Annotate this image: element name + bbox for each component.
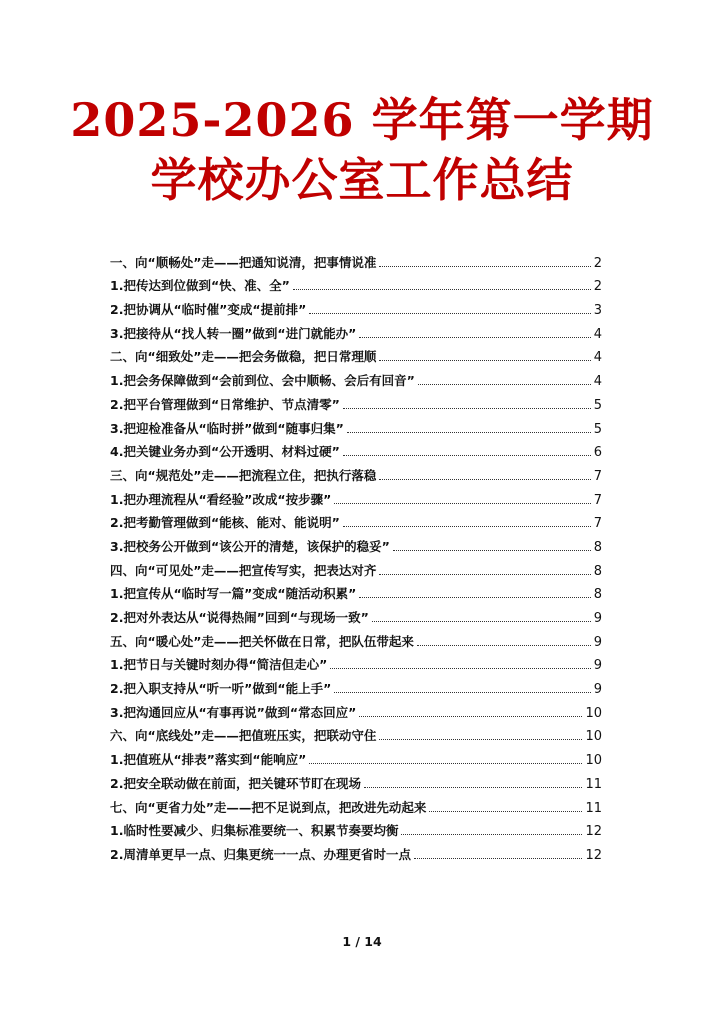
toc-entry-text: 2.把安全联动做在前面，把关键环节盯在现场 <box>110 775 361 791</box>
toc-leader-dots <box>347 432 591 433</box>
toc-entry[interactable] <box>110 342 602 366</box>
toc-leader-dots <box>343 455 591 456</box>
toc-entry[interactable] <box>110 531 602 555</box>
toc-leader-dots <box>379 574 590 575</box>
toc-entry-text: 2.周清单更早一点、归集更统一一点、办理更省时一点 <box>110 846 411 862</box>
toc-entry[interactable] <box>110 271 602 295</box>
title-line-1: 2025-2026 学年第一学期 <box>70 93 654 147</box>
toc-entry-page: 6 <box>593 445 602 461</box>
toc-entry[interactable] <box>110 816 602 840</box>
toc-entry-text: 1.临时性要减少、归集标准要统一、积累节奏要均衡 <box>110 823 399 839</box>
toc-entry[interactable] <box>110 389 602 413</box>
toc-entry-text: 七、向“更省力处”走——把不足说到点，把改进先动起来 <box>110 799 427 815</box>
toc-leader-dots <box>364 787 583 788</box>
toc-entry[interactable] <box>110 792 602 816</box>
toc-entry-page: 4 <box>593 374 602 390</box>
toc-leader-dots <box>379 739 582 740</box>
toc-entry-text: 3.把校务公开做到“该公开的清楚，该保护的稳妥” <box>110 538 390 554</box>
toc-entry[interactable] <box>110 437 602 461</box>
toc-leader-dots <box>293 289 591 290</box>
toc-leader-dots <box>401 834 582 835</box>
toc-entry[interactable] <box>110 721 602 745</box>
toc-leader-dots <box>379 266 590 267</box>
toc-entry[interactable] <box>110 460 602 484</box>
document-title <box>0 90 724 210</box>
toc-leader-dots <box>343 408 591 409</box>
toc-entry-text: 2.把协调从“临时催”变成“提前排” <box>110 302 307 318</box>
toc-entry-page: 9 <box>593 682 602 698</box>
toc-leader-dots <box>334 692 590 693</box>
title-line-2: 学校办公室工作总结 <box>150 153 574 207</box>
toc-leader-dots <box>359 597 590 598</box>
toc-entry[interactable] <box>110 839 602 863</box>
toc-entry[interactable] <box>110 626 602 650</box>
toc-entry-text: 1.把会务保障做到“会前到位、会中顺畅、会后有回音” <box>110 373 415 389</box>
toc-leader-dots <box>379 360 590 361</box>
toc-entry[interactable] <box>110 602 602 626</box>
toc-leader-dots <box>309 313 590 314</box>
toc-entry-text: 1.把值班从“排表”落实到“能响应” <box>110 752 307 768</box>
toc-entry-text: 3.把沟通回应从“有事再说”做到“常态回应” <box>110 704 357 720</box>
toc-entry-text: 二、向“细致处”走——把会务做稳，把日常理顺 <box>110 349 377 365</box>
toc-leader-dots <box>379 479 590 480</box>
toc-entry-page: 2 <box>593 279 602 295</box>
toc-leader-dots <box>429 811 582 812</box>
toc-entry[interactable] <box>110 579 602 603</box>
toc-entry-text: 2.把平台管理做到“日常维护、节点清零” <box>110 396 340 412</box>
toc-entry-page: 3 <box>593 303 602 319</box>
toc-leader-dots <box>343 526 591 527</box>
toc-entry-page: 10 <box>585 729 602 745</box>
toc-entry[interactable] <box>110 555 602 579</box>
toc-entry-text: 四、向“可见处”走——把宣传写实，把表达对齐 <box>110 562 377 578</box>
toc-entry-page: 7 <box>593 468 602 484</box>
toc-entry-page: 4 <box>593 326 602 342</box>
toc-entry-page: 8 <box>593 587 602 603</box>
toc-entry-page: 9 <box>593 658 602 674</box>
toc-entry[interactable] <box>110 697 602 721</box>
toc-entry-page: 5 <box>593 421 602 437</box>
toc-entry-page: 8 <box>593 563 602 579</box>
toc-leader-dots <box>359 716 582 717</box>
toc-entry-text: 1.把节日与关键时刻办得“简洁但走心” <box>110 657 328 673</box>
toc-entry[interactable] <box>110 484 602 508</box>
toc-leader-dots <box>334 503 590 504</box>
toc-entry-text: 1.把宣传从“临时写一篇”变成“随活动积累” <box>110 586 357 602</box>
toc-leader-dots <box>330 668 590 669</box>
toc-entry-page: 12 <box>585 847 602 863</box>
toc-entry-page: 11 <box>585 800 602 816</box>
toc-entry-text: 一、向“顺畅处”走——把通知说清，把事情说准 <box>110 254 377 270</box>
toc-leader-dots <box>372 621 591 622</box>
toc-entry-text: 1.把办理流程从“看经验”改成“按步骤” <box>110 491 332 507</box>
toc-entry-page: 2 <box>593 255 602 271</box>
toc-entry[interactable] <box>110 365 602 389</box>
toc-entry-page: 12 <box>585 824 602 840</box>
toc-entry[interactable] <box>110 744 602 768</box>
toc-entry-page: 7 <box>593 492 602 508</box>
toc-entry[interactable] <box>110 294 602 318</box>
table-of-contents <box>110 247 602 863</box>
toc-entry-page: 8 <box>593 539 602 555</box>
toc-leader-dots <box>359 337 590 338</box>
toc-entry[interactable] <box>110 673 602 697</box>
toc-entry-text: 五、向“暖心处”走——把关怀做在日常，把队伍带起来 <box>110 633 414 649</box>
toc-entry-page: 10 <box>585 753 602 769</box>
toc-entry-page: 5 <box>593 397 602 413</box>
toc-leader-dots <box>414 858 583 859</box>
toc-entry-page: 11 <box>585 776 602 792</box>
toc-entry-text: 2.把入职支持从“听一听”做到“能上手” <box>110 681 332 697</box>
toc-leader-dots <box>309 763 582 764</box>
toc-entry-page: 10 <box>585 705 602 721</box>
toc-entry[interactable] <box>110 247 602 271</box>
toc-leader-dots <box>417 645 591 646</box>
toc-entry[interactable] <box>110 413 602 437</box>
toc-entry-page: 9 <box>593 634 602 650</box>
toc-entry[interactable] <box>110 650 602 674</box>
toc-entry-text: 4.把关键业务办到“公开透明、材料过硬” <box>110 444 340 460</box>
toc-entry-text: 2.把考勤管理做到“能核、能对、能说明” <box>110 515 340 531</box>
toc-entry-page: 9 <box>593 611 602 626</box>
toc-entry-text: 1.把传达到位做到“快、准、全” <box>110 278 290 294</box>
toc-entry[interactable] <box>110 508 602 532</box>
toc-entry-text: 三、向“规范处”走——把流程立住，把执行落稳 <box>110 467 377 483</box>
toc-entry[interactable] <box>110 768 602 792</box>
page-number: 1 / 14 <box>342 934 382 949</box>
toc-entry[interactable] <box>110 318 602 342</box>
toc-leader-dots <box>393 550 591 551</box>
toc-leader-dots <box>418 384 591 385</box>
toc-entry-text: 3.把接待从“找人转一圈”做到“进门就能办” <box>110 325 357 341</box>
toc-entry-text: 2.把对外表达从“说得热闹”回到“与现场一致” <box>110 610 369 625</box>
toc-entry-text: 3.把迎检准备从“临时拼”做到“随事归集” <box>110 420 344 436</box>
toc-entry-page: 7 <box>593 516 602 532</box>
toc-entry-text: 六、向“底线处”走——把值班压实，把联动守住 <box>110 728 377 744</box>
toc-entry-page: 4 <box>593 350 602 366</box>
